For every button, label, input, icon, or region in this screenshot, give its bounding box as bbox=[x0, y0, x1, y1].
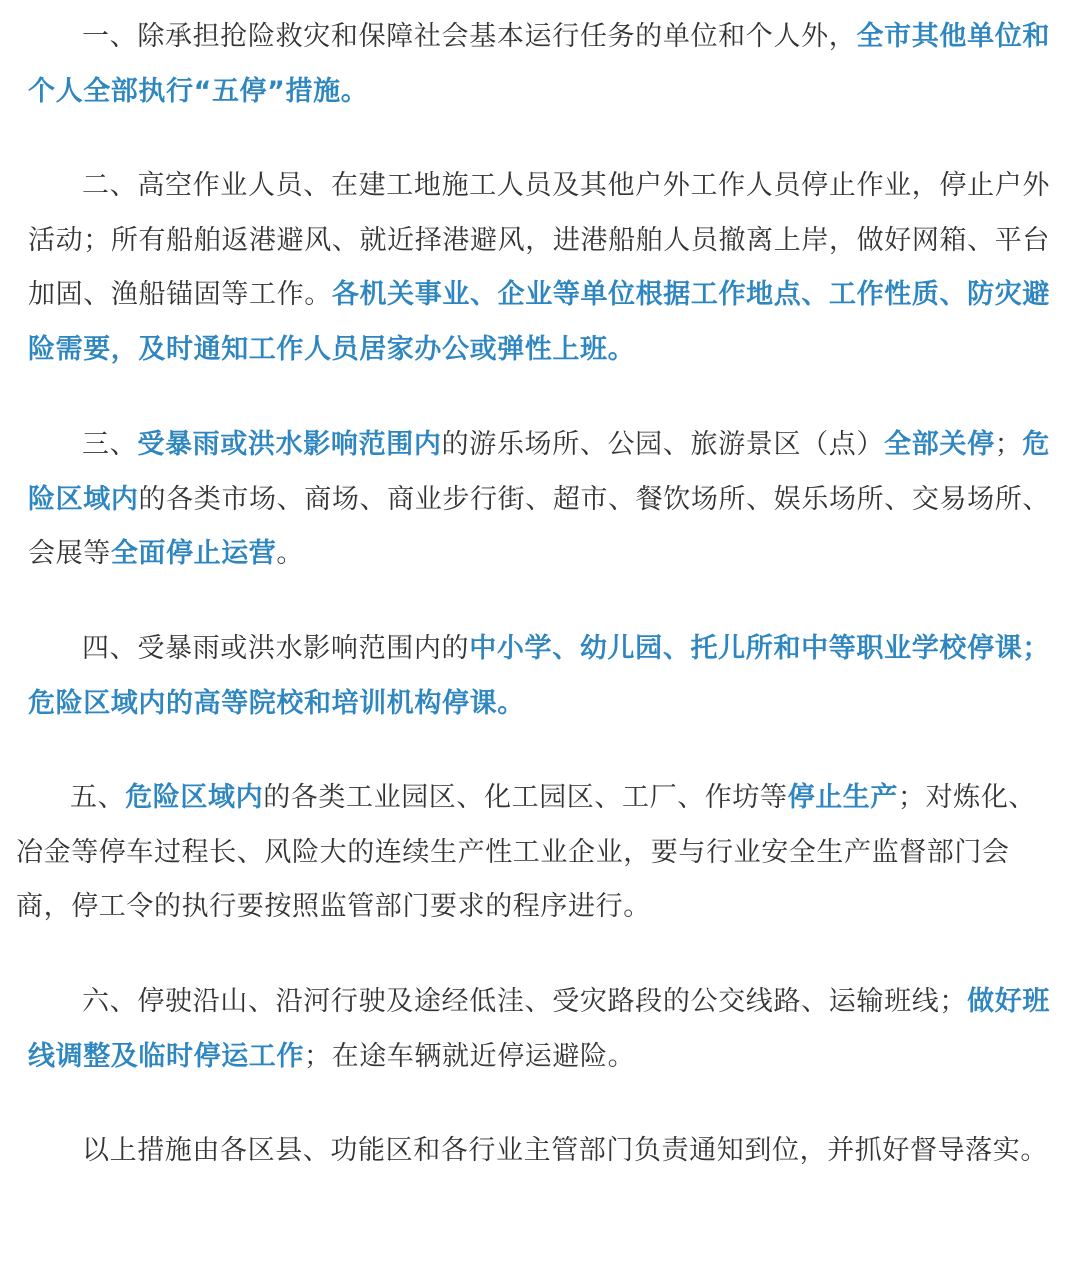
paragraph-text: ；对炼化、冶金等停车过程长、风险大的连续生产性工业企业，要与行业安全生产监督部门会商，停工令的执行要按照监管部门要求的程序进行。 bbox=[16, 782, 1037, 922]
paragraph-text: 二、高空作业人员、在建工地施工人员及其他户外工作人员停止作业，停止户外活动；所有船舶返港避风、就近择港避风，进港船舶人员撤离上岸，做好网箱、平台加固、渔船锚固等工作。 bbox=[28, 170, 1050, 310]
highlighted-text: 做好班线调整及临时停运工作 bbox=[28, 986, 1050, 1072]
highlighted-text: 受暴雨或洪水影响范围内 bbox=[137, 429, 442, 460]
highlighted-text: 各机关事业、企业等单位根据工作地点、工作性质、防灾避险需要，及时通知工作人员居家办公或弹性上班。 bbox=[28, 279, 1050, 365]
paragraph-text: 以上措施由各区县、功能区和各行业主管部门负责通知到位，并抓好督导落实。 bbox=[82, 1135, 1048, 1166]
highlighted-text: 中小学、幼儿园、托儿所和中等职业学校停课；危险区域内的高等院校和培训机构停课。 bbox=[28, 633, 1050, 719]
paragraph-text: 五、 bbox=[70, 782, 126, 813]
paragraph-text: 的各类市场、商场、商业步行街、超市、餐饮场所、娱乐场所、交易场所、会展等 bbox=[28, 483, 1050, 569]
paragraph-text: 的游乐场所、公园、旅游景区（点） bbox=[441, 429, 885, 460]
paragraph-3 bbox=[28, 418, 1050, 582]
paragraph-1 bbox=[28, 10, 1050, 119]
highlighted-text: 危险区域内 bbox=[125, 782, 264, 813]
highlighted-text: 全部关停 bbox=[884, 429, 995, 460]
paragraph-4 bbox=[28, 622, 1050, 731]
paragraph-text: 。 bbox=[276, 538, 305, 569]
highlighted-text: 全面停止运营 bbox=[110, 538, 277, 569]
paragraph-6 bbox=[28, 975, 1050, 1084]
highlighted-text: 危险区域内 bbox=[28, 429, 1051, 515]
paragraph-text: 四、受暴雨或洪水影响范围内的 bbox=[82, 633, 470, 664]
paragraph-text: ； bbox=[994, 429, 1023, 460]
paragraph-2 bbox=[28, 159, 1050, 377]
highlighted-text: 停止生产 bbox=[787, 782, 899, 813]
paragraph-text: 一、除承担抢险救灾和保障社会基本运行任务的单位和个人外， bbox=[82, 21, 857, 52]
paragraph-text: 的各类工业园区、化工园区、工厂、作坊等 bbox=[263, 782, 788, 813]
paragraph-text: 六、停驶沿山、沿河行驶及途经低洼、受灾路段的公交线路、运输班线； bbox=[82, 986, 968, 1017]
paragraph-text: ；在途车辆就近停运避险。 bbox=[304, 1040, 636, 1072]
paragraph-5 bbox=[16, 771, 1056, 935]
highlighted-text: 全市其他单位和个人全部执行“五停”措施。 bbox=[28, 21, 1050, 107]
paragraph-text: 三、 bbox=[82, 429, 138, 460]
paragraph-7 bbox=[28, 1124, 1050, 1179]
